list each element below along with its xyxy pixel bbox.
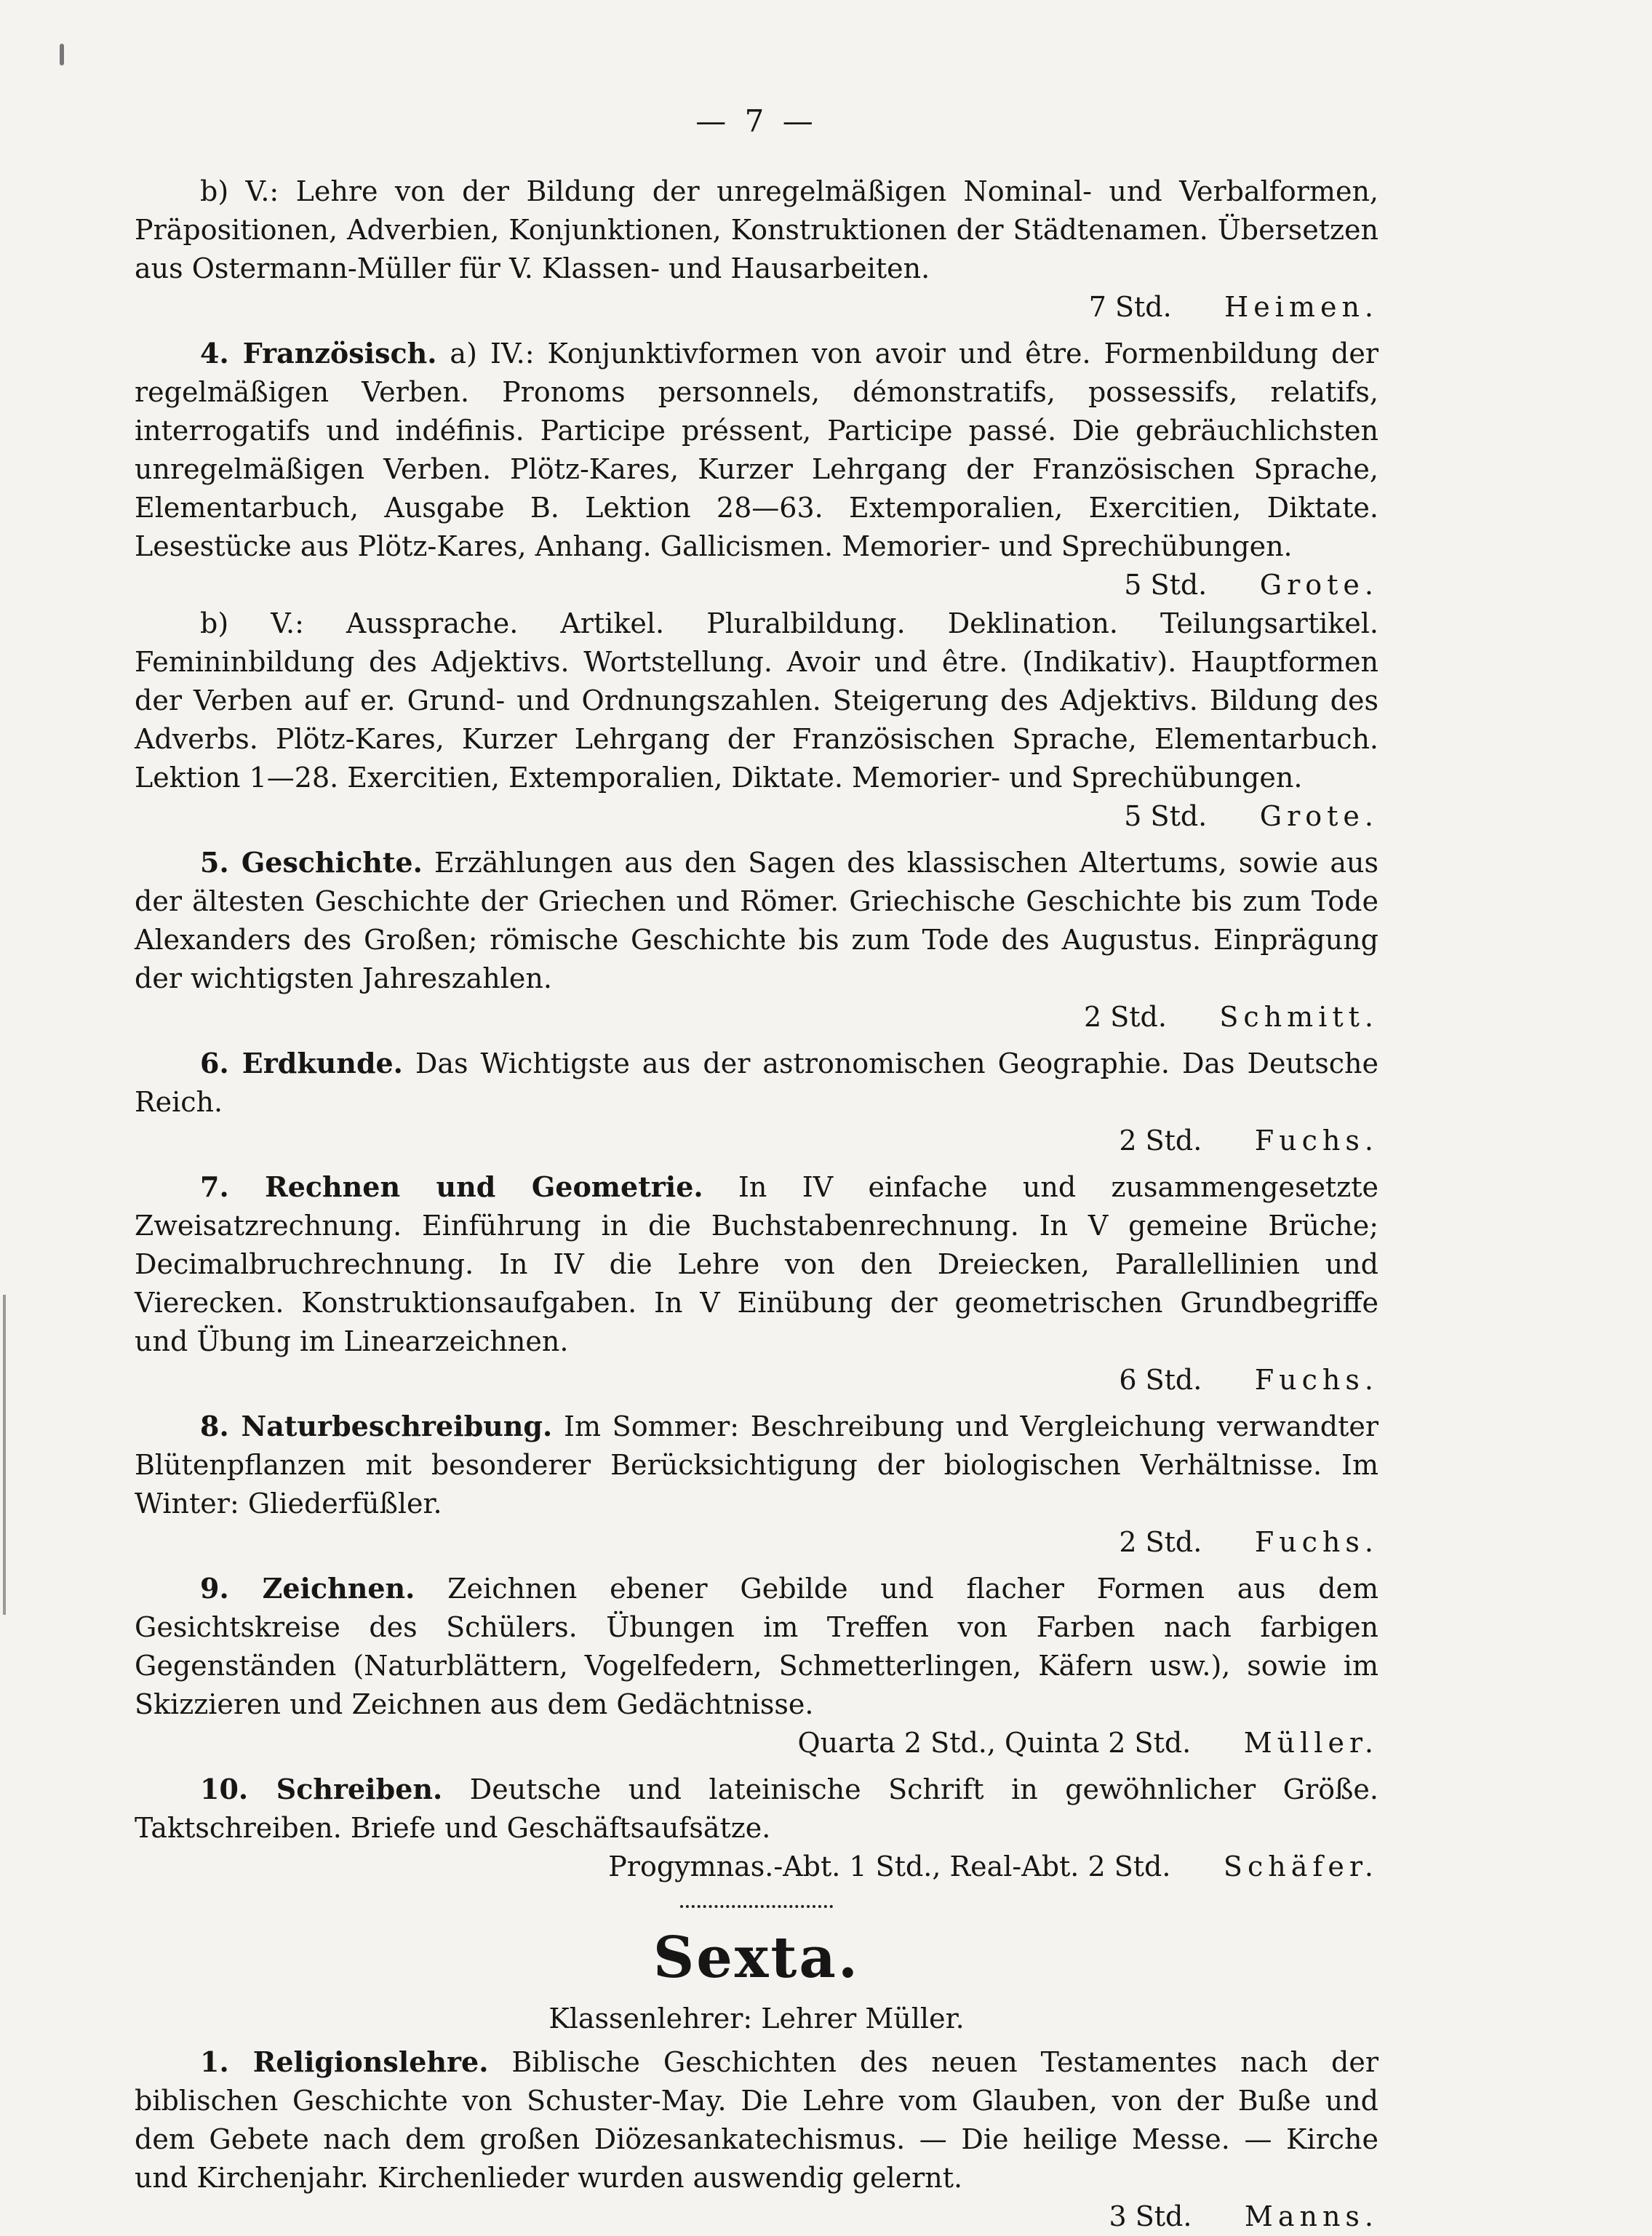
- subject-geschichte: 5. Geschichte. Erzählungen aus den Sagen des klassischen Altertums, sowie aus der ältesten Geschichte der Griechen und Römer. Griechische Geschichte bis zum Tode Alexanders des Großen; römische Geschichte bis zum Tode des Augustus. Einprägung der wichtigsten Jahreszahlen. 2 Std. Schmitt.: [135, 846, 1378, 1033]
- latin-quinta: b) V.: Lehre von der Bildung der unregelmäßigen Nominal- und Verbalformen, Präpositionen, Adverbien, Konjunktionen, Konstruktionen der Städtenamen. Übersetzen aus Ostermann-Müller für V. Klassen- und Hausarbeiten. 7 Std. Heimen.: [135, 175, 1378, 323]
- teacher: Fuchs.: [1254, 1364, 1378, 1396]
- class-teacher-line: Klassenlehrer: Lehrer Müller.: [548, 2003, 965, 2035]
- teacher: Schmitt.: [1219, 1001, 1378, 1033]
- hours: 2 Std.: [1119, 1526, 1202, 1558]
- hours: 5 Std.: [1124, 800, 1208, 832]
- subject-heading: 4. Französisch.: [200, 337, 437, 370]
- hours: Progymnas.-Abt. 1 Std., Real-Abt. 2 Std.: [608, 1850, 1171, 1882]
- franzoesisch-quinta: b) V.: Aussprache. Artikel. Pluralbildung. Deklination. Teilungsartikel. Femininbildung des Adjektivs. Wortstellung. Avoir und être. (Indikativ). Hauptformen der Verben auf er. Grund- und Ordnungszahlen. Steigerung des Adjektivs. Bildung des Adverbs. Plötz-Kares, Kurzer Lehrgang der Französischen Sprache, Elementarbuch. Lektion 1—28. Exercitien, Extemporalien, Diktate. Memorier- und Sprechübungen. 5 Std. Grote.: [135, 607, 1378, 832]
- hours: 2 Std.: [1119, 1125, 1202, 1157]
- teacher: Manns.: [1244, 2200, 1378, 2232]
- teacher: Müller.: [1243, 1727, 1378, 1759]
- hours: 2 Std.: [1083, 1001, 1167, 1033]
- hours: Quarta 2 Std., Quinta 2 Std.: [797, 1727, 1192, 1759]
- subject-religionslehre: 1. Religionslehre. Biblische Geschichten des neuen Testamentes nach der biblischen Geschichte von Schuster-May. Die Lehre vom Glauben, von der Buße und dem Gebete nach dem großen Diözesankatechismus. — Die heilige Messe. — Kirche und Kirchenjahr. Kirchenlieder wurden auswendig gelernt. 3 Std. Manns.: [135, 2045, 1378, 2232]
- subject-heading: 6. Erdkunde.: [200, 1047, 403, 1079]
- page-number: — 7 —: [695, 103, 818, 139]
- teacher: Fuchs.: [1254, 1526, 1378, 1558]
- subject-rechnen-geometrie: 7. Rechnen und Geometrie. In IV einfache und zusammengesetzte Zweisatzrechnung. Einführung in die Buchstabenrechnung. In V gemeine Brüche; Decimalbruchrechnung. In IV die Lehre von den Dreiecken, Parallellinien und Vierecken. Konstruktionsaufgaben. In V Einübung der geometrischen Grundbegriffe und Übung im Linearzeichnen. 6 Std. Fuchs.: [135, 1170, 1378, 1396]
- teacher: Grote.: [1259, 800, 1378, 832]
- subject-heading: 5. Geschichte.: [200, 846, 423, 879]
- subject-franzoesisch: 4. Französisch. a) IV.: Konjunktivformen von avoir und être. Formenbildung der regelmäßigen Verben. Pronoms personnels, démonstratifs, possessifs, relatifs, interrogatifs und indéfinis. Participe préssent, Participe passé. Die gebräuchlichsten unregelmäßigen Verben. Plötz-Kares, Kurzer Lehrgang der Französischen Sprache, Elementarbuch, Ausgabe B. Lektion 28—63. Extemporalien, Exercitien, Diktate. Lesestücke aus Plötz-Kares, Anhang. Gallicismen. Memorier- und Sprechübungen. 5 Std. Grote.: [135, 337, 1378, 601]
- margin-shadow: [3, 1295, 6, 1615]
- hours: 6 Std.: [1119, 1364, 1202, 1396]
- subject-schreiben: 10. Schreiben. Deutsche und lateinische Schrift in gewöhnlicher Größe. Taktschreiben. Briefe und Geschäftsaufsätze. Progymnas.-Abt. 1 Std., Real-Abt. 2 Std. Schäfer.: [135, 1773, 1378, 1882]
- hours: 3 Std.: [1109, 2200, 1192, 2232]
- subject-heading: 7. Rechnen und Geometrie.: [200, 1170, 703, 1203]
- hours: 7 Std.: [1088, 291, 1172, 323]
- section-separator: [680, 1905, 833, 1908]
- hours: 5 Std.: [1124, 569, 1208, 601]
- teacher: Schäfer.: [1223, 1850, 1378, 1882]
- subject-erdkunde: 6. Erdkunde. Das Wichtigste aus der astronomischen Geographie. Das Deutsche Reich. 2 Std. Fuchs.: [135, 1047, 1378, 1157]
- teacher: Grote.: [1259, 569, 1378, 601]
- section-title: Sexta.: [653, 1925, 861, 1991]
- subject-naturbeschreibung: 8. Naturbeschreibung. Im Sommer: Beschreibung und Vergleichung verwandter Blütenpflanzen mit besonderer Berücksichtigung der biologischen Verhältnisse. Im Winter: Gliederfüßler. 2 Std. Fuchs.: [135, 1410, 1378, 1558]
- subject-zeichnen: 9. Zeichnen. Zeichnen ebener Gebilde und flacher Formen aus dem Gesichtskreise des Schülers. Übungen im Treffen von Farben nach farbigen Gegenständen (Naturblättern, Vogelfedern, Schmetterlingen, Käfern usw.), sowie im Skizzieren und Zeichnen aus dem Gedächtnisse. Quarta 2 Std., Quinta 2 Std. Müller.: [135, 1572, 1378, 1759]
- teacher: Heimen.: [1224, 291, 1378, 323]
- subject-heading: 1. Religionslehre.: [200, 2045, 489, 2078]
- subject-heading: 9. Zeichnen.: [200, 1572, 415, 1605]
- subject-heading: 10. Schreiben.: [200, 1773, 443, 1805]
- document-page: [135, 102, 1378, 2236]
- margin-mark: [60, 44, 64, 65]
- teacher: Fuchs.: [1254, 1125, 1378, 1157]
- subject-heading: 8. Naturbeschreibung.: [200, 1410, 553, 1442]
